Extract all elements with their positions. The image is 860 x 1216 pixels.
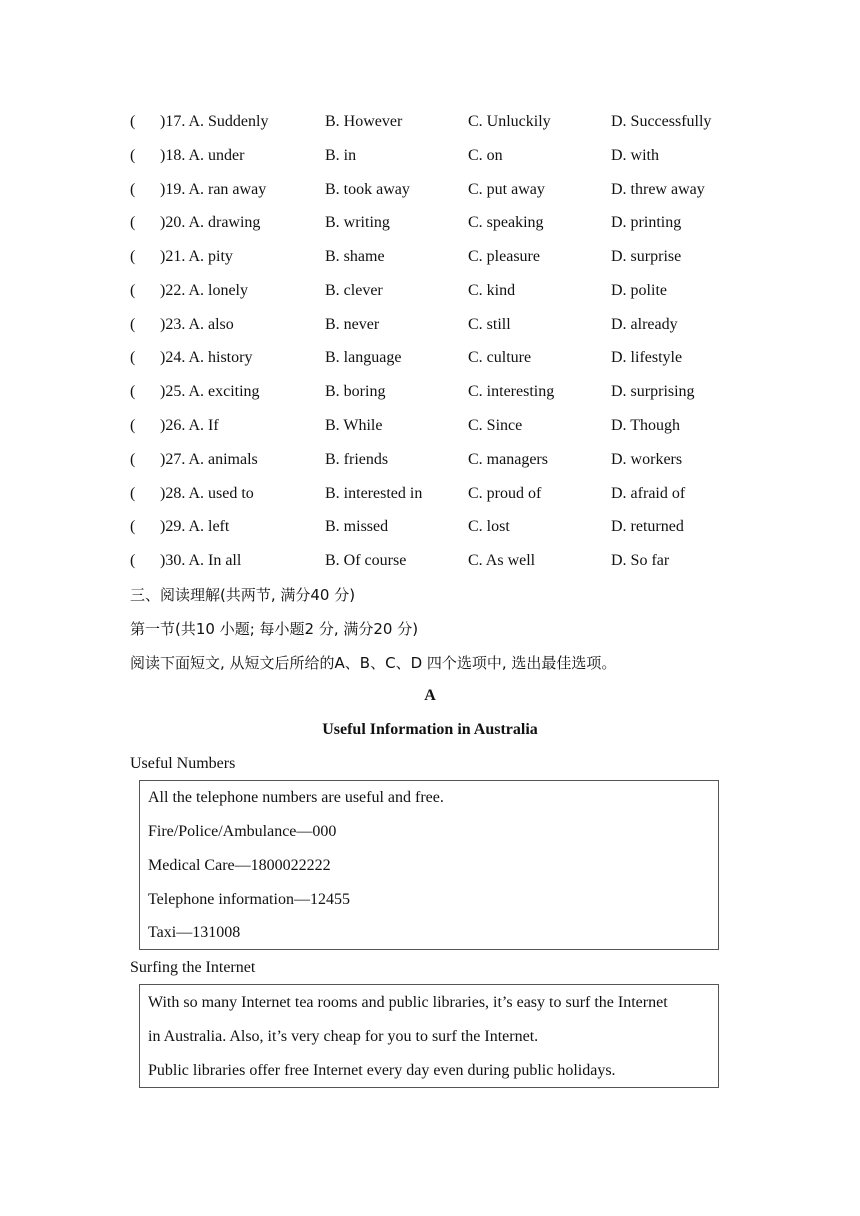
answer-paren: ( [130,147,136,164]
option-b: B. interested in [325,485,423,502]
answer-paren: ( [130,518,136,535]
question-row [130,274,730,308]
option-d: D. workers [611,451,683,468]
option-c: C. As well [468,552,536,569]
option-d: D. Successfully [611,113,712,130]
option-b: B. However [325,113,403,130]
option-b: B. took away [325,181,410,198]
internet-line: With so many Internet tea rooms and public libraries, it’s easy to surf the Internet [148,994,668,1011]
option-d: D. Though [611,417,681,434]
question-row [130,105,730,139]
option-d: D. So far [611,552,670,569]
numbers-line: All the telephone numbers are useful and free. [148,789,444,806]
question-row [130,510,730,544]
option-c: C. proud of [468,485,542,502]
option-a: )19. A. ran away [160,181,267,198]
numbers-line: Fire/Police/Ambulance—000 [148,823,337,840]
internet-label: Surfing the Internet [130,959,256,976]
option-c: C. Unluckily [468,113,551,130]
option-d: D. lifestyle [611,349,683,366]
question-row [130,443,730,477]
question-row [130,206,730,240]
option-b: B. Of course [325,552,407,569]
numbers-line: Taxi—131008 [148,924,241,941]
answer-paren: ( [130,417,136,434]
option-a: )21. A. pity [160,248,233,265]
option-b: B. in [325,147,357,164]
question-row [130,409,730,443]
answer-paren: ( [130,181,136,198]
option-c: C. lost [468,518,510,535]
answer-paren: ( [130,214,136,231]
option-c: C. still [468,316,511,333]
option-b: B. shame [325,248,385,265]
answer-paren: ( [130,282,136,299]
answer-paren: ( [130,451,136,468]
option-d: D. with [611,147,659,164]
option-a: )24. A. history [160,349,253,366]
option-c: C. pleasure [468,248,540,265]
option-c: C. interesting [468,383,555,400]
passage-title: Useful Information in Australia [322,721,538,738]
answer-paren: ( [130,316,136,333]
option-b: B. boring [325,383,386,400]
useful-numbers-box [139,780,719,950]
option-b: B. language [325,349,402,366]
option-c: C. Since [468,417,523,434]
option-d: D. polite [611,282,667,299]
option-b: B. missed [325,518,389,535]
useful-numbers-label: Useful Numbers [130,755,236,772]
option-a: )29. A. left [160,518,230,535]
option-a: )26. A. If [160,417,219,434]
question-row [130,173,730,207]
option-d: D. printing [611,214,682,231]
option-b: B. While [325,417,383,434]
answer-paren: ( [130,383,136,400]
section-part: 第一节(共10 小题; 每小题2 分, 满分20 分) [130,620,419,638]
internet-box [139,984,719,1088]
answer-paren: ( [130,248,136,265]
numbers-line: Telephone information—12455 [148,891,350,908]
question-row [130,341,730,375]
option-a: )18. A. under [160,147,245,164]
internet-line: in Australia. Also, it’s very cheap for you to surf the Internet. [148,1028,539,1045]
option-c: C. kind [468,282,516,299]
option-d: D. afraid of [611,485,686,502]
section-heading: 三、阅读理解(共两节, 满分40 分) [130,586,356,604]
option-a: )23. A. also [160,316,234,333]
answer-paren: ( [130,485,136,502]
option-d: D. surprising [611,383,695,400]
option-b: B. never [325,316,380,333]
option-d: D. returned [611,518,684,535]
option-a: )20. A. drawing [160,214,261,231]
option-a: )25. A. exciting [160,383,260,400]
option-b: B. friends [325,451,389,468]
answer-paren: ( [130,349,136,366]
section-instruction: 阅读下面短文, 从短文后所给的A、B、C、D 四个选项中, 选出最佳选项。 [130,654,617,672]
option-b: B. clever [325,282,383,299]
numbers-line: Medical Care—1800022222 [148,857,331,874]
option-b: B. writing [325,214,390,231]
option-c: C. put away [468,181,545,198]
question-row [130,477,730,511]
question-row [130,375,730,409]
option-c: C. speaking [468,214,544,231]
answer-paren: ( [130,113,136,130]
option-c: C. on [468,147,503,164]
answer-paren: ( [130,552,136,569]
question-row [130,139,730,173]
passage-letter: A [424,687,436,704]
question-row [130,544,730,578]
option-a: )30. A. In all [160,552,242,569]
option-d: D. threw away [611,181,705,198]
option-a: )22. A. lonely [160,282,248,299]
option-d: D. already [611,316,678,333]
option-a: )28. A. used to [160,485,254,502]
option-a: )17. A. Suddenly [160,113,269,130]
question-row [130,240,730,274]
option-c: C. culture [468,349,532,366]
option-a: )27. A. animals [160,451,258,468]
option-c: C. managers [468,451,548,468]
internet-line: Public libraries offer free Internet every day even during public holidays. [148,1062,616,1079]
option-d: D. surprise [611,248,682,265]
question-row [130,308,730,342]
